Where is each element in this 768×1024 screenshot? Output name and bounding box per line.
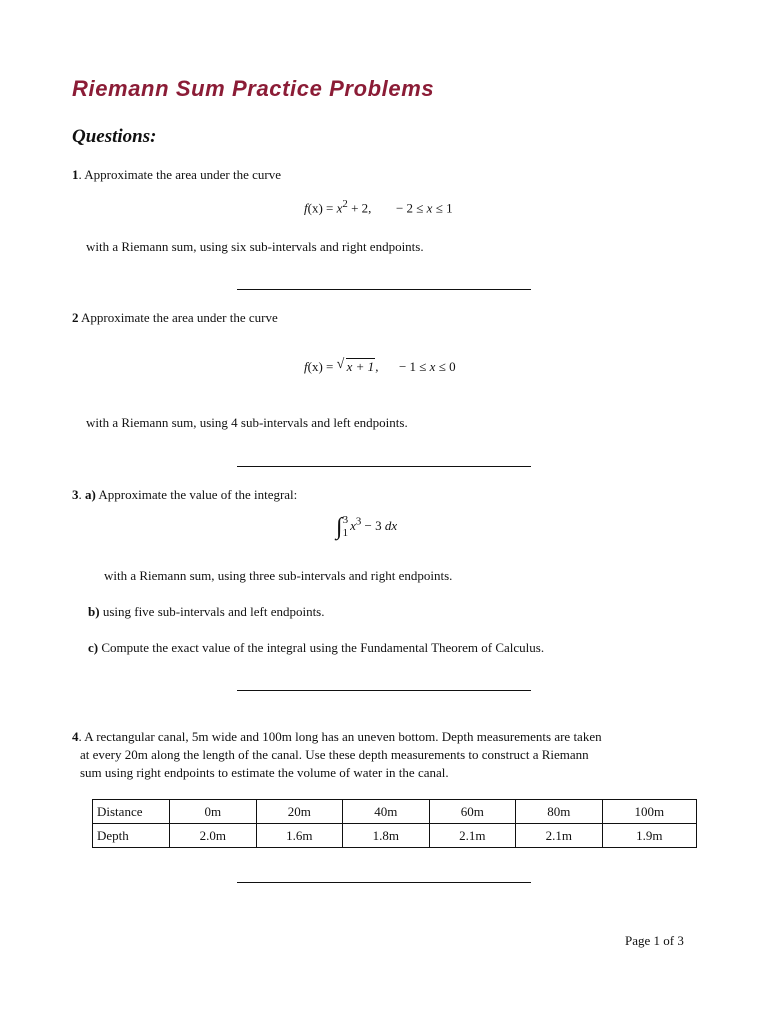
page-number: Page 1 of 3 — [625, 933, 684, 948]
domain-var: x — [426, 200, 433, 216]
part-b — [88, 604, 325, 620]
table-cell: 1.9m — [602, 824, 697, 848]
questions-heading: Questions: — [72, 126, 157, 147]
table-cell: 40m — [343, 800, 430, 824]
part-b-label: b) — [88, 604, 100, 619]
q2-formula — [304, 359, 456, 375]
line-text: A rectangular canal, 5m wide and 100m long has an uneven bottom. Depth measurements are taken — [81, 729, 602, 744]
domain-upper: ≤ 1 — [432, 200, 453, 216]
domain-upper: ≤ 0 — [435, 359, 456, 374]
table-cell: 2.1m — [429, 824, 516, 848]
domain-lower: − 2 ≤ — [395, 200, 427, 216]
table-cell: 80m — [516, 800, 603, 824]
function-name: f — [304, 359, 308, 374]
question-4-line-3: sum using right endpoints to estimate the volume of water in the canal. — [80, 765, 449, 780]
radicand: x + 1 — [346, 359, 375, 374]
var-x: x — [350, 517, 356, 533]
part-c — [88, 640, 544, 656]
table-cell: 0m — [170, 800, 257, 824]
part-a-label: a) — [85, 487, 96, 502]
question-text: Approximate the area under the curve — [78, 310, 278, 325]
question-number: 1 — [72, 167, 79, 182]
function-arg: (x) — [307, 359, 323, 374]
q3-integral — [336, 514, 397, 540]
function-arg: (x) — [307, 200, 323, 216]
question-2-follow: with a Riemann sum, using 4 sub-intervals and left endpoints. — [86, 415, 408, 430]
table-cell: 1.8m — [343, 824, 430, 848]
question-text: . Approximate the area under the curve — [78, 167, 281, 182]
page-title: Riemann Sum Practice Problems — [72, 76, 435, 101]
question-1-stem — [72, 167, 281, 183]
table-cell: 20m — [256, 800, 343, 824]
part-c-label: c) — [88, 640, 99, 655]
part-a-text: Approximate the value of the integral: — [95, 487, 298, 502]
table-cell: 1.6m — [256, 824, 343, 848]
equals: = — [322, 359, 337, 374]
square-root — [336, 357, 379, 375]
equals: = — [322, 200, 337, 216]
table-cell: 2.0m — [170, 824, 257, 848]
formula-rest: , — [375, 359, 379, 374]
question-3-stem — [72, 487, 297, 503]
separator: . — [78, 487, 85, 502]
row-header-distance: Distance — [93, 800, 170, 824]
answer-line-1[interactable] — [237, 289, 531, 290]
integrand-rest: − 3 — [361, 517, 385, 533]
domain-var: x — [429, 359, 436, 374]
table-row — [93, 824, 697, 848]
radical-sign: √ — [336, 357, 345, 372]
q1-formula — [304, 198, 453, 216]
question-4-line-1 — [72, 728, 602, 746]
exponent: 3 — [355, 515, 362, 528]
part-c-text: Compute the exact value of the integral using the Fundamental Theorem of Calculus. — [98, 640, 545, 655]
integral-limits — [343, 514, 349, 540]
question-1-follow: with a Riemann sum, using six sub-intervals and right endpoints. — [86, 239, 424, 254]
question-number: 3 — [72, 487, 79, 502]
var-x: x — [336, 200, 343, 216]
differential: dx — [384, 517, 398, 533]
exponent: 2 — [342, 198, 348, 210]
row-header-depth: Depth — [93, 824, 170, 848]
domain-lower: − 1 ≤ — [398, 359, 430, 374]
formula-rest: + 2, — [347, 200, 372, 216]
depth-table — [92, 799, 697, 848]
answer-line-2[interactable] — [237, 466, 531, 467]
question-number: 4 — [72, 729, 79, 744]
function-name: f — [304, 200, 308, 216]
answer-line-3[interactable] — [237, 690, 531, 691]
table-cell: 2.1m — [516, 824, 603, 848]
table-cell: 100m — [602, 800, 697, 824]
table-cell: 60m — [429, 800, 516, 824]
question-4-line-2: at every 20m along the length of the canal. Use these depth measurements to construct a Riemann — [80, 747, 589, 762]
integral-sign: ∫ — [336, 514, 343, 540]
table-row — [93, 800, 697, 824]
question-number: 2 — [72, 310, 79, 325]
part-b-text: using five sub-intervals and left endpoints. — [99, 604, 325, 619]
separator: . — [78, 729, 82, 744]
upper-limit: 3 — [342, 514, 349, 526]
lower-limit: 1 — [342, 527, 349, 539]
answer-line-4[interactable] — [237, 882, 531, 883]
question-4 — [72, 728, 602, 782]
part-a-follow: with a Riemann sum, using three sub-intervals and right endpoints. — [104, 568, 453, 583]
question-2-stem — [72, 310, 278, 326]
